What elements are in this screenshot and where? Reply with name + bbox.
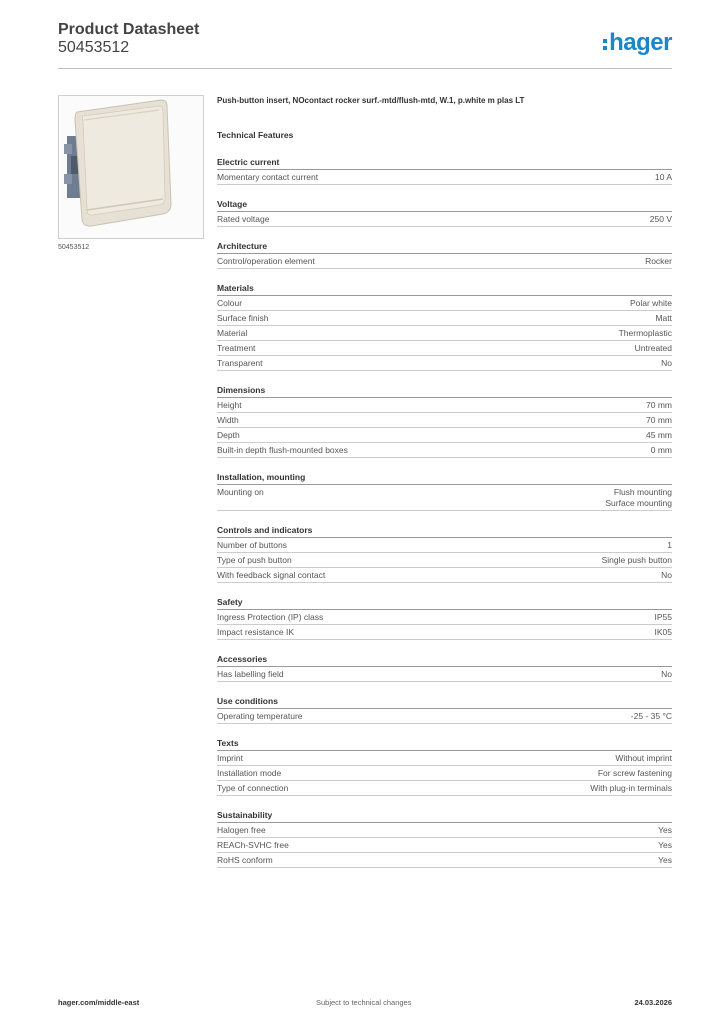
- section-title: Sustainability: [217, 810, 672, 823]
- feature-section: [217, 525, 672, 583]
- feature-row: [217, 398, 672, 413]
- footer-website: hager.com/middle-east: [58, 998, 140, 1007]
- feature-row: [217, 751, 672, 766]
- feature-row: [217, 170, 672, 185]
- feature-label: Depth: [217, 430, 240, 440]
- feature-section: [217, 283, 672, 371]
- feature-value: 250 V: [649, 214, 672, 224]
- feature-section: [217, 385, 672, 458]
- feature-label: Halogen free: [217, 824, 266, 835]
- feature-row: [217, 341, 672, 356]
- feature-label: RoHS conform: [217, 854, 273, 865]
- feature-value: 70 mm: [646, 415, 672, 425]
- feature-section: [217, 472, 672, 511]
- feature-value: -25 - 35 °C: [630, 710, 672, 721]
- feature-label: Ingress Protection (IP) class: [217, 611, 324, 622]
- feature-label: Treatment: [217, 343, 256, 353]
- feature-label: Operating temperature: [217, 710, 303, 721]
- feature-section: [217, 810, 672, 868]
- feature-label: Momentary contact current: [217, 172, 319, 182]
- feature-value: No: [661, 569, 672, 580]
- feature-value: 1: [667, 539, 672, 550]
- feature-value: No: [661, 358, 672, 368]
- feature-value: Without imprint: [615, 752, 672, 763]
- section-title: Electric current: [217, 157, 672, 170]
- feature-value: For screw fastening: [597, 767, 672, 778]
- section-title: Materials: [217, 283, 672, 296]
- feature-row: [217, 485, 672, 511]
- feature-row: [217, 538, 672, 553]
- section-title: Dimensions: [217, 385, 672, 398]
- footer-notice: Subject to technical changes: [316, 998, 412, 1007]
- feature-value: Untreated: [634, 343, 672, 353]
- feature-row: [217, 568, 672, 583]
- feature-label: Transparent: [217, 358, 263, 368]
- feature-row: [217, 709, 672, 724]
- feature-value: 70 mm: [646, 400, 672, 410]
- feature-section: [217, 199, 672, 227]
- feature-row: [217, 853, 672, 868]
- feature-label: Colour: [217, 298, 243, 308]
- feature-value: Thermoplastic: [618, 328, 672, 338]
- feature-section: [217, 654, 672, 682]
- feature-row: [217, 413, 672, 428]
- section-title: Controls and indicators: [217, 525, 672, 538]
- feature-row: [217, 610, 672, 625]
- feature-value: Single push button: [601, 554, 672, 565]
- feature-value: IP55: [654, 611, 672, 622]
- feature-row: [217, 212, 672, 227]
- feature-value: IK05: [654, 626, 672, 637]
- feature-label: Mounting on: [217, 487, 264, 497]
- page-header: [58, 20, 672, 70]
- section-title: Installation, mounting: [217, 472, 672, 485]
- product-number: 50453512: [58, 39, 130, 56]
- feature-label: Impact resistance IK: [217, 626, 295, 637]
- feature-row: [217, 326, 672, 341]
- feature-value: Yes: [658, 839, 672, 850]
- feature-row: [217, 823, 672, 838]
- feature-row: [217, 781, 672, 796]
- product-description: Push-button insert, NOcontact rocker surf.-mtd/flush-mtd, W.1, p.white m plas LT: [217, 96, 525, 105]
- feature-value: 45 mm: [646, 430, 672, 440]
- technical-features-heading: Technical Features: [217, 130, 294, 140]
- footer-date: 24.03.2026: [634, 998, 672, 1007]
- feature-row: [217, 428, 672, 443]
- feature-label: With feedback signal contact: [217, 569, 326, 580]
- push-button-insert-image: [59, 96, 203, 238]
- feature-row: [217, 667, 672, 682]
- section-title: Use conditions: [217, 696, 672, 709]
- feature-row: [217, 766, 672, 781]
- feature-label: Material: [217, 328, 248, 338]
- feature-row: [217, 443, 672, 458]
- page-title: Product Datasheet: [58, 21, 200, 38]
- feature-label: Number of buttons: [217, 539, 287, 550]
- feature-row: [217, 553, 672, 568]
- product-image: [58, 95, 204, 239]
- feature-value: Polar white: [629, 298, 672, 308]
- feature-section: [217, 157, 672, 185]
- feature-label: Surface finish: [217, 313, 269, 323]
- feature-value: Yes: [658, 854, 672, 865]
- feature-label: Has labelling field: [217, 668, 284, 679]
- feature-row: [217, 625, 672, 640]
- feature-value: Flush mounting Surface mounting: [605, 487, 672, 508]
- datasheet-content: [217, 96, 672, 868]
- feature-section: [217, 597, 672, 640]
- feature-value: Matt: [655, 313, 672, 323]
- section-title: Texts: [217, 738, 672, 751]
- feature-row: [217, 254, 672, 269]
- feature-section: [217, 241, 672, 269]
- feature-label: Built-in depth flush-mounted boxes: [217, 445, 348, 455]
- feature-label: Imprint: [217, 752, 243, 763]
- hager-logo: [603, 30, 672, 56]
- feature-label: REACh-SVHC free: [217, 839, 289, 850]
- feature-label: Width: [217, 415, 239, 425]
- feature-section: [217, 738, 672, 796]
- feature-label: Height: [217, 400, 242, 410]
- feature-label: Control/operation element: [217, 256, 315, 266]
- feature-row: [217, 356, 672, 371]
- logo-text: hager: [609, 29, 672, 56]
- image-caption: 50453512: [58, 244, 90, 251]
- feature-row: [217, 838, 672, 853]
- section-title: Accessories: [217, 654, 672, 667]
- section-title: Voltage: [217, 199, 672, 212]
- section-title: Architecture: [217, 241, 672, 254]
- feature-label: Installation mode: [217, 767, 282, 778]
- feature-label: Type of connection: [217, 782, 289, 793]
- feature-value: 0 mm: [650, 445, 672, 455]
- feature-value: No: [661, 668, 672, 679]
- feature-row: [217, 311, 672, 326]
- feature-label: Type of push button: [217, 554, 292, 565]
- feature-value: Yes: [658, 824, 672, 835]
- feature-section: [217, 696, 672, 724]
- feature-value: 10 A: [654, 172, 672, 182]
- section-title: Safety: [217, 597, 672, 610]
- feature-sections: [217, 157, 672, 868]
- feature-value: Rocker: [645, 256, 672, 266]
- feature-row: [217, 296, 672, 311]
- feature-label: Rated voltage: [217, 214, 270, 224]
- logo-dots-icon: [603, 39, 607, 50]
- header-divider: [58, 68, 672, 69]
- feature-value: With plug-in terminals: [590, 782, 672, 793]
